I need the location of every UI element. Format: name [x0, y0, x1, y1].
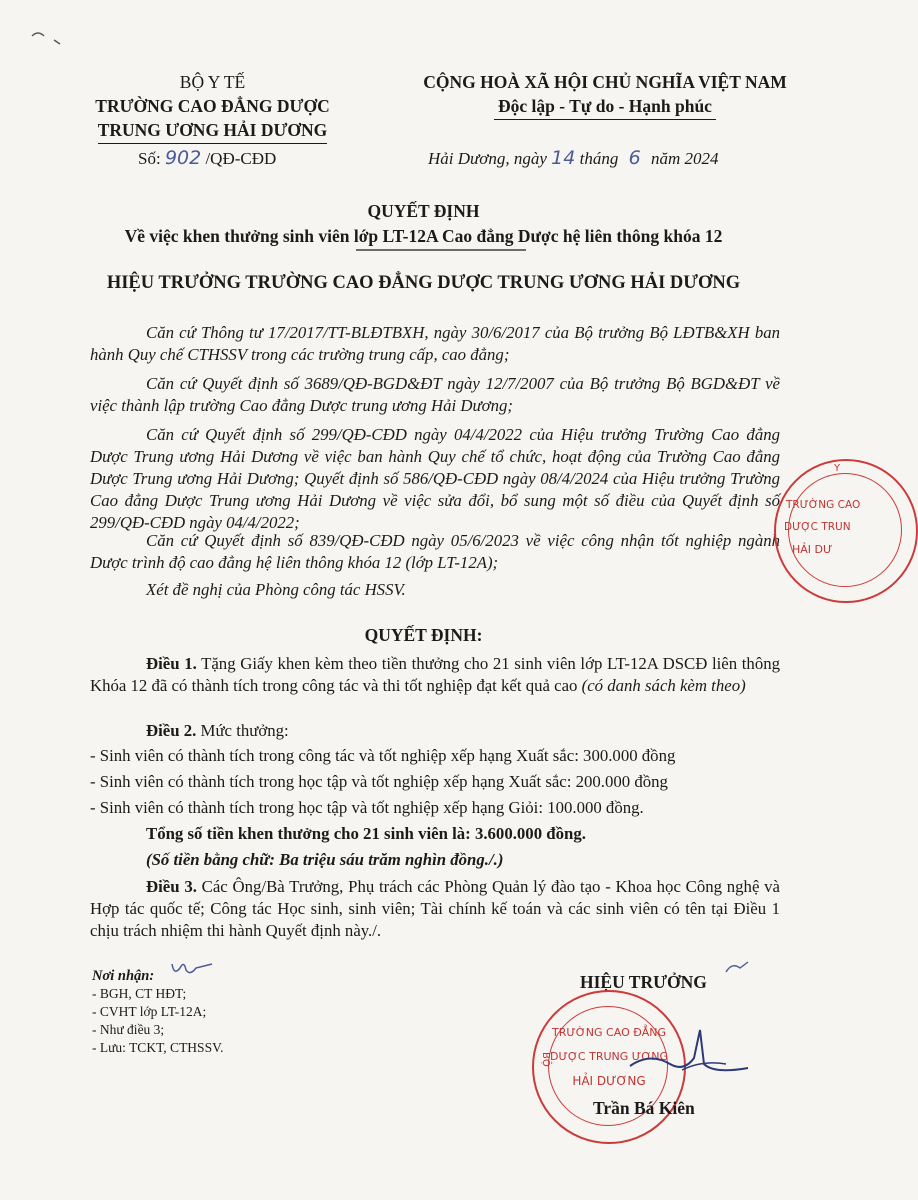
- date-month: 6: [628, 147, 641, 169]
- recipient-1: - BGH, CT HĐT;: [92, 986, 187, 1001]
- article-3-text: Các Ông/Bà Trưởng, Phụ trách các Phòng Quản lý đào tạo - Khoa học Công nghệ và Hợp tác quốc tế; Công tác Học sinh, sinh viên; Tài chính kế toán và các sinh viên có tên tại Điều 1 chịu trách nhiệm thi hành Quyết định này./.: [90, 877, 780, 940]
- date-day: 14: [551, 147, 576, 169]
- reward-total-words: (Số tiền bằng chữ: Ba triệu sáu trăm nghìn đồng./.): [146, 850, 504, 869]
- seal-line-1: TRƯỜNG CAO ĐẲNG: [551, 1026, 667, 1039]
- side-seal-line-3: HẢI DƯ: [792, 543, 833, 556]
- number-suffix: /QĐ-CĐD: [205, 149, 277, 168]
- recipients-heading: Nơi nhận:: [92, 968, 155, 984]
- side-seal-line-2: DƯỢC TRUN: [784, 521, 851, 533]
- issuer-block: [40, 70, 385, 144]
- document-number: [138, 147, 276, 169]
- scan-mark: [28, 22, 68, 46]
- school-name-line1: TRƯỜNG CAO ĐẲNG DƯỢC: [95, 96, 330, 116]
- subject-underline: [356, 248, 526, 252]
- side-seal-top: Y: [834, 463, 841, 474]
- recipient-3: - Như điều 3;: [92, 1022, 165, 1037]
- seal-side-text: BỘ: [540, 1052, 551, 1067]
- article-3-label: Điều 3.: [146, 877, 197, 896]
- decision-heading: QUYẾT ĐỊNH:: [364, 625, 483, 645]
- authority-heading: HIỆU TRƯỞNG TRƯỜNG CAO ĐẲNG DƯỢC TRUNG ƯƠNG HẢI DƯƠNG: [106, 273, 741, 293]
- basis-1: Căn cứ Thông tư 17/2017/TT-BLĐTBXH, ngày 30/6/2017 của Bộ trưởng Bộ LĐTB&XH ban hành Quy chế CTHSSV trong các trường trung cấp, cao đẳng;: [90, 323, 780, 364]
- recipient-4: - Lưu: TCKT, CTHSSV.: [92, 1040, 224, 1055]
- side-seal-clip: [760, 455, 861, 605]
- date-month-word: tháng: [579, 149, 619, 168]
- signer-title: HIỆU TRƯỞNG: [580, 972, 707, 992]
- basis-2: Căn cứ Quyết định số 3689/QĐ-BGD&ĐT ngày 12/7/2007 của Bộ trưởng Bộ BGD&ĐT về việc thành lập trường Cao đẳng Dược trung ương Hải Dương;: [90, 374, 780, 415]
- country-name: CỘNG HOÀ XÃ HỘI CHỦ NGHĨA VIỆT NAM: [423, 72, 787, 92]
- reward-total: Tổng số tiền khen thưởng cho 21 sinh viên là: 3.600.000 đồng.: [146, 824, 586, 843]
- reward-level-3: - Sinh viên có thành tích trong học tập và tốt nghiệp xếp hạng Giỏi: 100.000 đồng.: [90, 798, 644, 817]
- signature-scribble: [622, 1020, 752, 1090]
- reward-level-1: - Sinh viên có thành tích trong công tác và tốt nghiệp xếp hạng Xuất sắc: 300.000 đồng: [90, 746, 676, 765]
- article-3: [90, 876, 780, 942]
- basis-5: Xét đề nghị của Phòng công tác HSSV.: [146, 580, 406, 599]
- basis-3: Căn cứ Quyết định số 299/QĐ-CĐD ngày 04/4/2022 của Hiệu trưởng Trường Cao đẳng Dược Trung ương Hải Dương về việc ban hành Quy chế tổ chức, hoạt động của Trường Cao đẳng Dược Trung ương Hải Dương; Quyết định số 586/QĐ-CĐD ngày 08/4/2024 của Hiệu trưởng Trường Cao đẳng Dược Trung ương Hải Dương về việc sửa đổi, bổ sung một số điều của Quyết định số 299/QĐ-CĐD ngày 04/4/2022;: [90, 425, 780, 532]
- article-1: [90, 653, 780, 697]
- recipients-block: [92, 967, 342, 1057]
- initials-mark: [168, 958, 228, 980]
- date-place: Hải Dương, ngày: [428, 149, 547, 168]
- article-2-label: Điều 2.: [146, 721, 197, 740]
- signature-tick: [722, 958, 752, 978]
- seal-line-3: HẢI DƯƠNG: [572, 1074, 646, 1088]
- number-handwritten: 902: [164, 147, 202, 169]
- number-prefix: Số:: [138, 149, 161, 168]
- seal-line-2: DƯỢC TRUNG ƯƠNG: [549, 1050, 669, 1063]
- signer-name: Trần Bá Kiên: [593, 1098, 695, 1118]
- reward-level-2: - Sinh viên có thành tích trong học tập và tốt nghiệp xếp hạng Xuất sắc: 200.000 đồng: [90, 772, 668, 791]
- article-1-label: Điều 1.: [146, 654, 197, 673]
- article-2: [90, 720, 780, 742]
- article-2-text: Mức thưởng:: [196, 721, 289, 740]
- ministry-name: BỘ Y TẾ: [179, 72, 246, 92]
- national-heading: [375, 70, 835, 120]
- basis-4: Căn cứ Quyết định số 839/QĐ-CĐD ngày 05/6/2023 về việc công nhận tốt nghiệp ngành Dược trình độ cao đẳng hệ liên thông khóa 12 (lớp LT-12A);: [90, 531, 780, 572]
- school-name-line2: TRUNG ƯƠNG HẢI DƯƠNG: [98, 118, 328, 144]
- national-motto: Độc lập - Tự do - Hạnh phúc: [494, 94, 716, 120]
- article-1-note: (có danh sách kèm theo): [581, 676, 746, 695]
- document-date: [428, 147, 718, 169]
- decision-subject: Về việc khen thưởng sinh viên lớp LT-12A Cao đẳng Dược hệ liên thông khóa 12: [124, 226, 723, 246]
- side-seal: [774, 459, 918, 603]
- article-1-text: Tặng Giấy khen kèm theo tiền thưởng cho 21 sinh viên lớp LT-12A DSCĐ liên thông Khóa 12 đã có thành tích trong công tác và thi tốt nghiệp đạt kết quả cao: [90, 654, 780, 695]
- decision-title: QUYẾT ĐỊNH: [367, 201, 480, 221]
- side-seal-line-1: TRƯỜNG CAO: [786, 499, 861, 511]
- date-year: năm 2024: [650, 149, 719, 168]
- recipient-2: - CVHT lớp LT-12A;: [92, 1004, 207, 1019]
